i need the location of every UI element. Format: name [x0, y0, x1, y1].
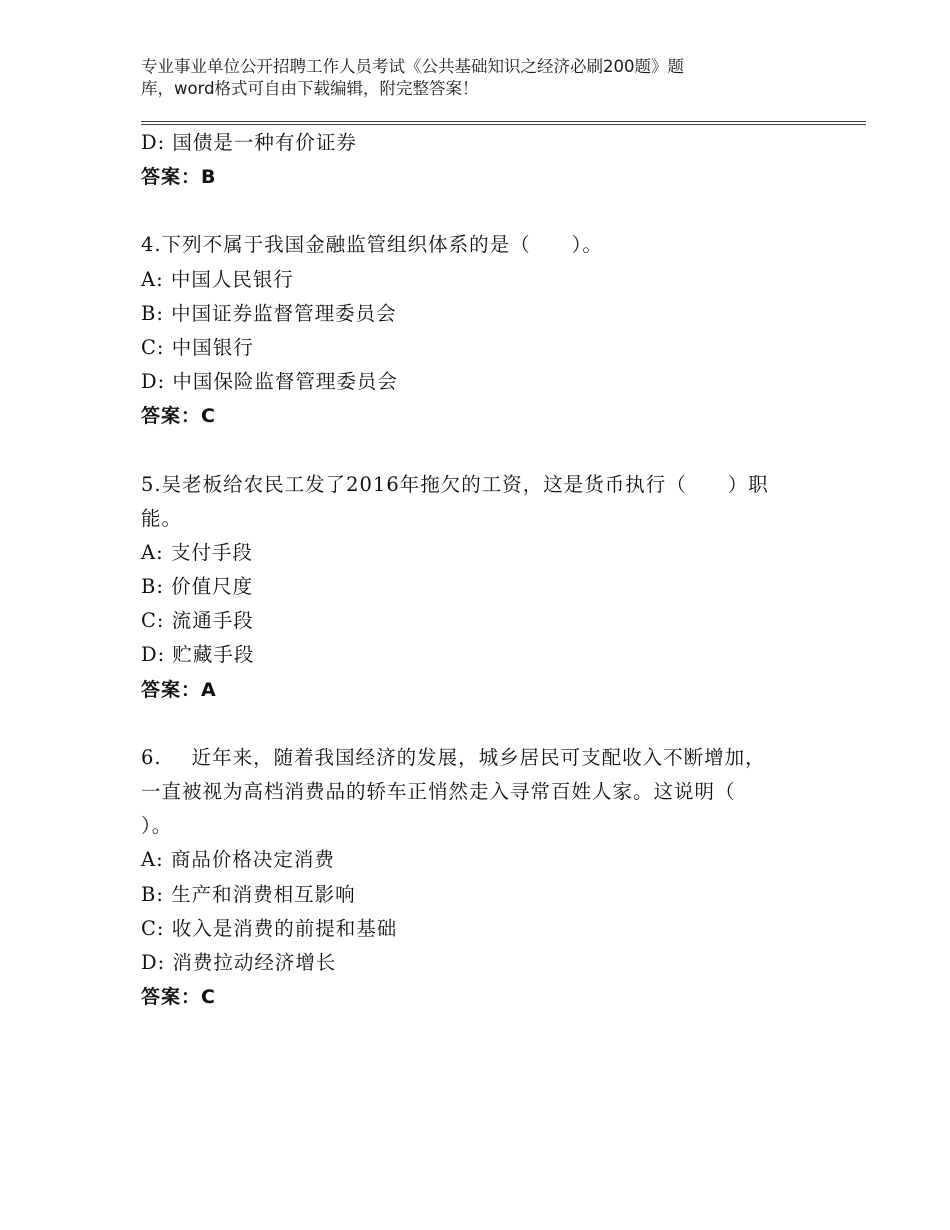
- q5-stem-line-2: 能。: [141, 506, 183, 530]
- q6-stem-line-1: [141, 741, 821, 775]
- q5-option-b: B: 价值尺度: [141, 575, 254, 599]
- q6-option-b: B: 生产和消费相互影响: [141, 882, 356, 906]
- header-divider: [141, 121, 866, 125]
- q6-answer: 答案：C: [141, 986, 216, 1009]
- q5-answer: 答案：A: [141, 678, 217, 701]
- q3-answer: 答案：B: [141, 166, 217, 189]
- spacer: [141, 434, 821, 468]
- q6-stem-text: 近年来，随着我国经济的发展，城乡居民可支配收入不断增加，: [191, 745, 766, 769]
- question-content: [141, 126, 821, 1014]
- q3-option-d: D: 国债是一种有价证券: [141, 131, 357, 154]
- q4-option-b: B: 中国证券监督管理委员会: [141, 301, 397, 325]
- q6-number: 6.: [141, 745, 162, 769]
- q6-stem-line-2: 一直被视为高档消费品的轿车正悄然走入寻常百姓人家。这说明（: [141, 780, 736, 803]
- header-line-2: 库，word格式可自由下载编辑，附完整答案！: [141, 79, 479, 98]
- q5-stem-line-1: 5.吴老板给农民工发了2016年拖欠的工资，这是货币执行（ ）职: [141, 472, 769, 496]
- spacer: [141, 707, 821, 741]
- q6-option-a: A: 商品价格决定消费: [141, 848, 335, 872]
- q4-option-d: D: 中国保险监督管理委员会: [141, 370, 398, 394]
- header-line-1: 专业事业单位公开招聘工作人员考试《公共基础知识之经济必刷200题》题: [141, 57, 684, 76]
- q6-option-d: D: 消费拉动经济增长: [141, 950, 337, 974]
- q4-option-a: A: 中国人民银行: [141, 267, 294, 291]
- q6-stem-line-3: ）。: [141, 814, 173, 838]
- spacer: [141, 194, 821, 228]
- q4-option-c: C: 中国银行: [141, 335, 254, 359]
- q5-option-a: A: 支付手段: [141, 540, 253, 564]
- document-header: [141, 56, 781, 100]
- q4-stem: 4.下列不属于我国金融监管组织体系的是（ ）。: [141, 233, 603, 257]
- q5-option-c: C: 流通手段: [141, 609, 254, 633]
- q6-option-c: C: 收入是消费的前提和基础: [141, 916, 398, 940]
- q4-answer: 答案：C: [141, 405, 216, 428]
- q5-option-d: D: 贮藏手段: [141, 643, 255, 667]
